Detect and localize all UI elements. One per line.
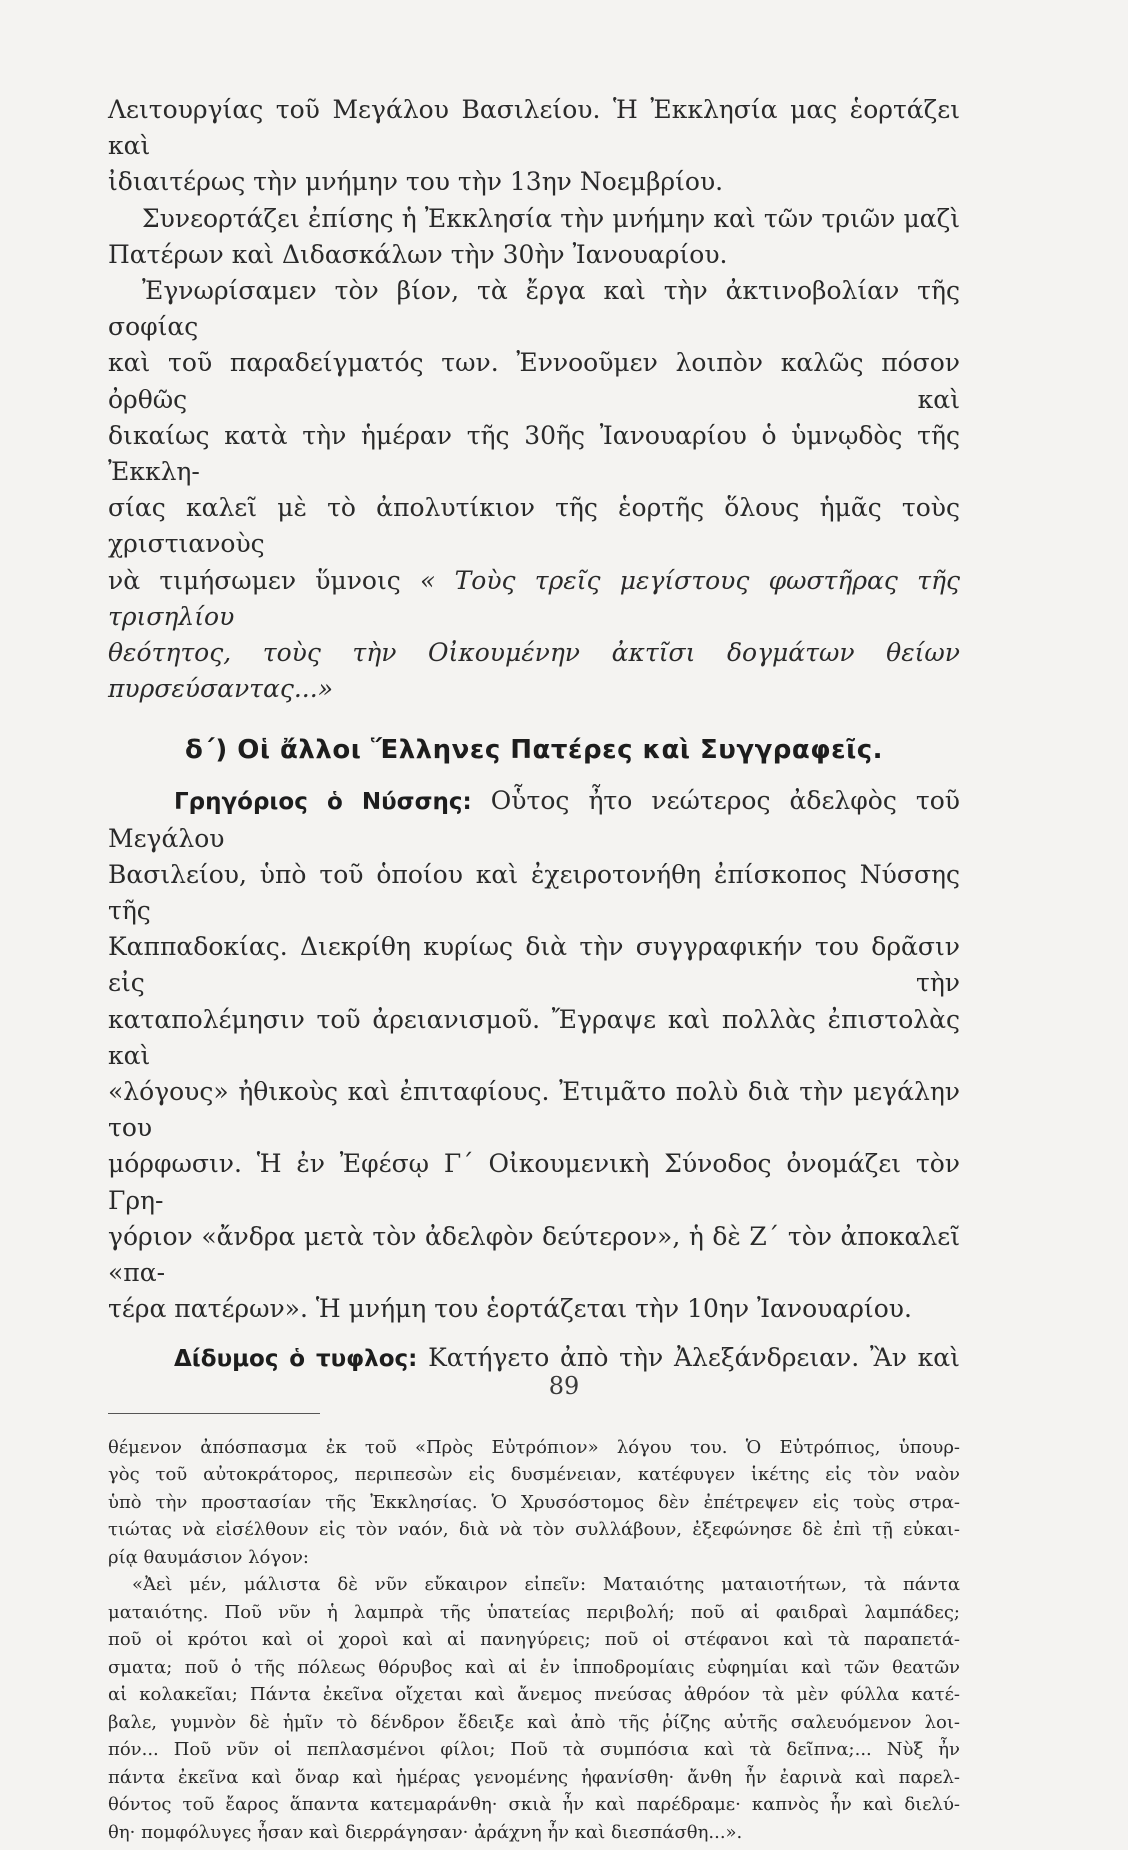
text-line	[108, 783, 960, 856]
page-number: 89	[548, 1372, 580, 1400]
footnote-line: ποῦ οἱ κρότοι καὶ οἱ χοροὶ καὶ αἱ πανηγύρεις; ποῦ οἱ στέφανοι καὶ τὰ παραπετά-	[108, 1629, 960, 1651]
footnote-divider	[108, 1413, 320, 1414]
text-line: Συνεορτάζει ἐπίσης ἡ Ἐκκλησία τὴν μνήμην καὶ τῶν τριῶν μαζὶ	[142, 203, 960, 233]
footnote-line: πόν... Ποῦ νῦν οἱ πεπλασμένοι φίλοι; Ποῦ τὰ συμπόσια καὶ τὰ δεῖπνα;... Νὺξ ἦν	[108, 1739, 960, 1761]
footnote-line: ὑπὸ τὴν προστασίαν τῆς Ἐκκλησίας. Ὁ Χρυσόστομος δὲν ἐπέτρεψεν εἰς τοὺς στρα-	[108, 1491, 960, 1513]
footnote-line: θη· πομφόλυγες ἦσαν καὶ διερράγησαν· ἀράχνη ἦν καὶ διεσπάσθη...».	[108, 1821, 743, 1843]
text-line: καὶ τοῦ παραδείγματός των. Ἐννοοῦμεν λοιπὸν καλῶς πόσον ὀρθῶς καὶ	[108, 348, 960, 414]
text-line: μόρφωσιν. Ἡ ἐν Ἐφέσῳ Γ΄ Οἰκουμενικὴ Σύνοδος ὀνομάζει τὸν Γρη-	[108, 1149, 960, 1215]
footnote-line: σματα; ποῦ ὁ τῆς πόλεως θόρυβος καὶ αἱ ἐν ἱπποδρομίαις εὐφημίαι καὶ τῶν θεατῶν	[108, 1656, 960, 1678]
footnote-line: πάντα ἐκεῖνα καὶ ὄναρ καὶ ἡμέρας γενομένης ἠφανίσθη· ἄνθη ἦν ἐαρινὰ καὶ παρελ-	[108, 1766, 960, 1788]
footnote-line: βαλε, γυμνὸν δὲ ἡμῖν τὸ δένδρον ἔδειξε καὶ ἀπὸ τῆς ῥίζης αὐτῆς σαλευόμενον λοι-	[108, 1711, 960, 1733]
text-line: τέρα πατέρων». Ἡ μνήμη του ἑορτάζεται τὴν 10ην Ἰανουαρίου.	[108, 1294, 912, 1324]
term-gregory: Γρηγόριος ὁ Νύσσης:	[174, 789, 472, 816]
text-line: ἰδιαιτέρως τὴν μνήμην του τὴν 13ην Νοεμβρίου.	[108, 167, 724, 197]
term-didymus: Δίδυμος ὁ τυφλος:	[174, 1345, 418, 1372]
section-heading: δ΄) Οἱ ἄλλοι Ἕλληνες Πατέρες καὶ Συγγραφεῖς.	[185, 735, 883, 766]
footnote-paragraph	[108, 1434, 960, 1572]
text-line	[108, 563, 960, 635]
text-line: Λειτουργίας τοῦ Μεγάλου Βασιλείου. Ἡ Ἐκκλησία μας ἑορτάζει καὶ	[108, 95, 960, 161]
footnote-quote-paragraph	[108, 1571, 960, 1846]
text-line: Ἐγνωρίσαμεν τὸν βίον, τὰ ἔργα καὶ τὴν ἀκτινοβολίαν τῆς σοφίας	[108, 276, 960, 342]
footnote-line: ρίᾳ θαυμάσιον λόγον:	[108, 1546, 309, 1568]
text-span: Κατήγετο ἀπὸ τὴν Ἀλεξάνδρειαν. Ἂν καὶ	[417, 1342, 960, 1372]
text-line: δικαίως κατὰ τὴν ἡμέραν τῆς 30ῆς Ἰανουαρίου ὁ ὑμνῳδὸς τῆς Ἐκκλη-	[108, 420, 960, 487]
footnote-line: θόντος τοῦ ἔαρος ἅπαντα κατεμαράνθη· σκιὰ ἦν καὶ παρέδραμε· καπνὸς ἦν καὶ διελύ-	[108, 1794, 960, 1816]
text-span: Οὗτος ἦτο νεώτερος ἀδελφὸς τοῦ Μεγάλου	[108, 786, 960, 853]
text-line: Καππαδοκίας. Διεκρίθη κυρίως διὰ τὴν συγγραφικήν του δρᾶσιν εἰς τὴν	[108, 932, 960, 998]
page-content	[108, 92, 960, 1850]
text-line: Πατέρων καὶ Διδασκάλων τὴν 30ὴν Ἰανουαρίου.	[108, 239, 728, 269]
footnote-line: γὸς τοῦ αὐτοκράτορος, περιπεσὼν εἰς δυσμένειαν, κατέφυγεν ἱκέτης εἰς τὸν ναὸν	[108, 1464, 960, 1486]
footnote-line: ματαιότης. Ποῦ νῦν ἡ λαμπρὰ τῆς ὑπατείας περιβολή; ποῦ αἱ φαιδραὶ λαμπάδες;	[108, 1601, 960, 1623]
hymn-quote-line: θεότητος, τοὺς τὴν Οἰκουμένην ἀκτῖσι δογμάτων θείων πυρσεύσαντας...»	[108, 638, 960, 704]
paragraph-three-hierarchs	[108, 201, 960, 273]
footnote	[108, 1434, 960, 1847]
paragraph-gregory-nyssa	[108, 783, 960, 1327]
paragraph-apolytikion	[108, 273, 960, 707]
footnote-line: θέμενον ἀπόσπασμα ἐκ τοῦ «Πρὸς Εὐτρόπιον» λόγου του. Ὁ Εὐτρόπιος, ὑπουρ-	[108, 1436, 960, 1458]
text-line: γόριον «ἄνδρα μετὰ τὸν ἀδελφὸν δεύτερον», ἡ δὲ Ζ΄ τὸν ἀποκαλεῖ «πα-	[108, 1221, 960, 1288]
text-line: καταπολέμησιν τοῦ ἀρειανισμοῦ. Ἔγραψε καὶ πολλὰς ἐπιστολὰς καὶ	[108, 1004, 960, 1070]
text-line: «λόγους» ἠθικοὺς καὶ ἐπιταφίους. Ἐτιμᾶτο πολὺ διὰ τὴν μεγάλην του	[108, 1077, 960, 1143]
text-line: Βασιλείου, ὑπὸ τοῦ ὁποίου καὶ ἐχειροτονήθη ἐπίσκοπος Νύσσης τῆς	[108, 859, 960, 926]
hymn-quote: « Τοὺς τρεῖς μεγίστους φωστῆρας τῆς τρισηλίου	[108, 565, 960, 631]
footnote-line: «Ἀεὶ μέν, μάλιστα δὲ νῦν εὔκαιρον εἰπεῖν: Ματαιότης ματαιοτήτων, τὰ πάντα	[132, 1574, 960, 1596]
footnote-line: αἱ κολακεῖαι; Πάντα ἐκεῖνα οἴχεται καὶ ἄνεμος πνεύσας ἀθρόον τὰ μὲν φύλλα κατέ-	[108, 1684, 960, 1706]
text-span: νὰ τιμήσωμεν ὕμνοις	[108, 565, 421, 595]
footnote-line: τιώτας νὰ εἰσέλθουν εἰς τὸν ναόν, διὰ νὰ τὸν συλλάβουν, ἐξεφώνησε δὲ ἐπὶ τῇ εὐκαι-	[108, 1519, 960, 1541]
text-line: σίας καλεῖ μὲ τὸ ἀπολυτίκιον τῆς ἑορτῆς ὅλους ἡμᾶς τοὺς χριστιανοὺς	[108, 493, 960, 559]
paragraph-basil-end	[108, 92, 960, 201]
